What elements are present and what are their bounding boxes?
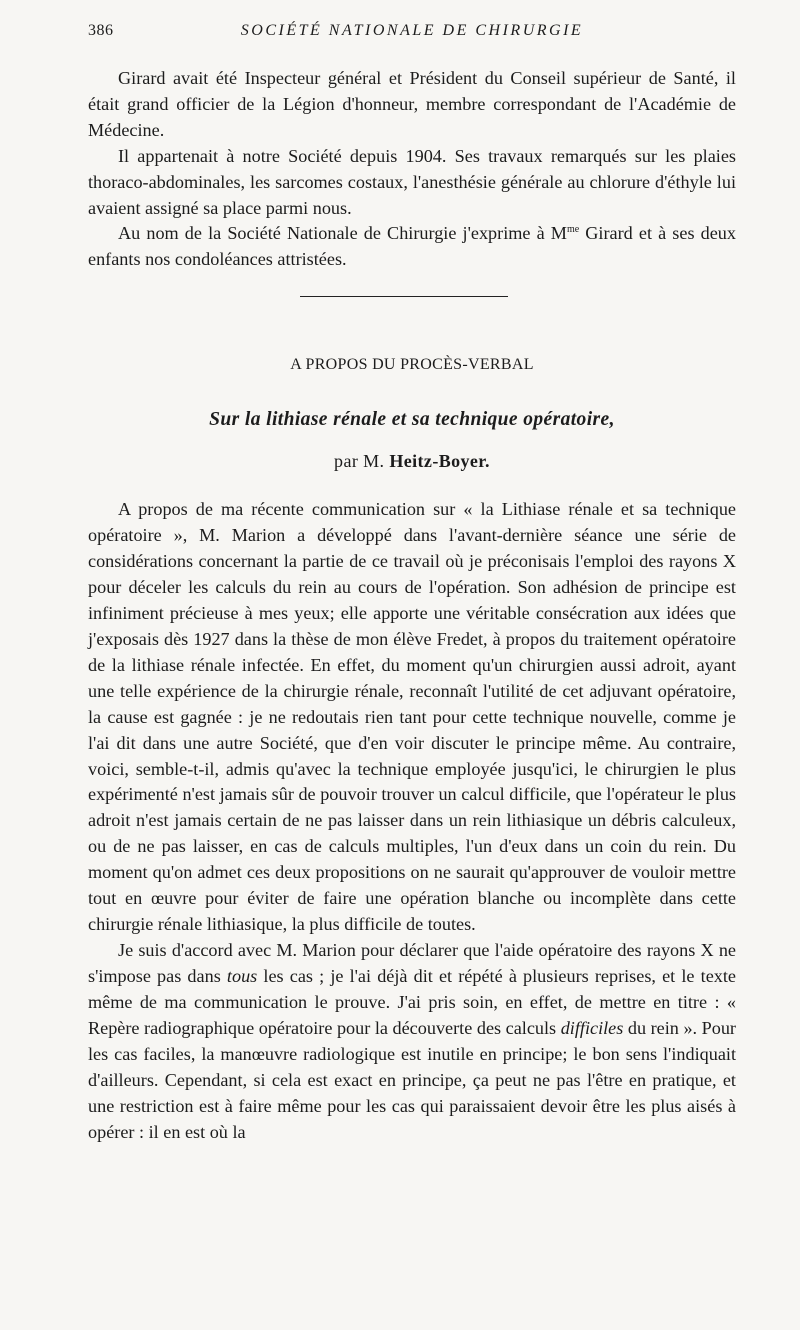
page-number: 386 bbox=[88, 22, 114, 39]
article-body bbox=[88, 497, 736, 1146]
text-run: Au nom de la Société Nationale de Chirurgie j'exprime à M bbox=[118, 223, 567, 244]
paragraph: Il appartenait à notre Société depuis 1904. Ses travaux remarqués sur les plaies thoraco-abdominales, les sarcomes costaux, l'anesthésie générale au chlorure d'éthyle lui avaient assigné sa place parmi nous. bbox=[88, 145, 736, 218]
byline bbox=[88, 451, 736, 472]
running-header bbox=[88, 22, 736, 44]
paragraph: Girard avait été Inspecteur général et Président du Conseil supérieur de Santé, il était grand officier de la Légion d'honneur, membre correspondant de l'Académie de Médecine. bbox=[88, 68, 736, 140]
emphasis: tous bbox=[226, 966, 258, 987]
author-name: Heitz-Boyer. bbox=[389, 451, 490, 471]
text-run: du rein ». Pour les cas faciles, la manœuvre radiologique est inutile en principe; le bon sens l'indiquait d'ailleurs. Cependant, si cela est exact en principe, ça peut ne pas l'être en pratique, et une restriction est à faire même pour les cas qui paraissaient devoir être les plus aisés à opérer : il en est où la bbox=[88, 1018, 736, 1142]
running-title: SOCIÉTÉ NATIONALE DE CHIRURGIE bbox=[240, 22, 584, 39]
paragraph bbox=[88, 938, 736, 1146]
text-run: les cas ; je l'ai déjà dit et répété à plusieurs reprises, et le texte même de ma communication le prouve. J'ai pris soin, en effet, de mettre en titre : « Repère radiographique opératoire pour la découverte des calculs bbox=[88, 966, 736, 1039]
superscript: me bbox=[566, 224, 580, 236]
paragraph: A propos de ma récente communication sur « la Lithiase rénale et sa technique opératoire », M. Marion a développé dans l'avant-dernière séance une série de considérations concernant la partie de ce travail où je préconisais l'emploi des rayons X pour déceler les calculs du rein au cours de l'opération. Son adhésion de principe est infiniment précieuse à mes yeux; elle apporte une véritable consécration aux idées que j'exposais dès 1927 dans la thèse de mon élève Fredet, à propos du traitement opératoire de la lithiase rénale infectée. En effet, du moment qu'un chirurgien aussi adroit, ayant une telle expérience de la chirurgie rénale, reconnaît l'utilité de cet adjuvant opératoire, la cause est gagnée : je ne redoutais rien tant pour cette technique nouvelle, comme je l'ai dit dans une autre Société, que d'en voir discuter le principe même. Au contraire, voici, semble-t-il, admis qu'avec la technique employée jusqu'ici, le chirurgien le plus expérimenté n'est jamais sûr de pouvoir trouver un calcul difficile, que l'opérateur le plus adroit n'est jamais certain de ne pas laisser dans un rein lithiasique un débris calculeux, ou de ne pas laisser, en cas de calculs multiples, l'un d'eux dans un coin du rein. Du moment qu'on admet ces deux propositions on ne saurait qu'approuver de vouloir mettre tout en œuvre pour éviter de faire une opération blanche ou incomplète dans cette chirurgie rénale lithiasique, la plus difficile de toutes. bbox=[88, 499, 736, 935]
emphasis: difficiles bbox=[560, 1018, 624, 1039]
text-run: Je suis d'accord avec M. Marion pour déclarer que l'aide opératoire des rayons X ne s'impose pas dans bbox=[88, 940, 736, 987]
section-heading: A PROPOS DU PROCÈS-VERBAL bbox=[290, 356, 534, 373]
section-separator-rule bbox=[300, 296, 508, 297]
obituary-text bbox=[88, 66, 736, 273]
paragraph bbox=[88, 221, 736, 273]
text-run: Girard et à ses deux enfants nos condoléances attristées. bbox=[88, 223, 736, 270]
article-title: Sur la lithiase rénale et sa technique opératoire, bbox=[209, 409, 615, 430]
byline-prefix: par M. bbox=[334, 451, 390, 471]
